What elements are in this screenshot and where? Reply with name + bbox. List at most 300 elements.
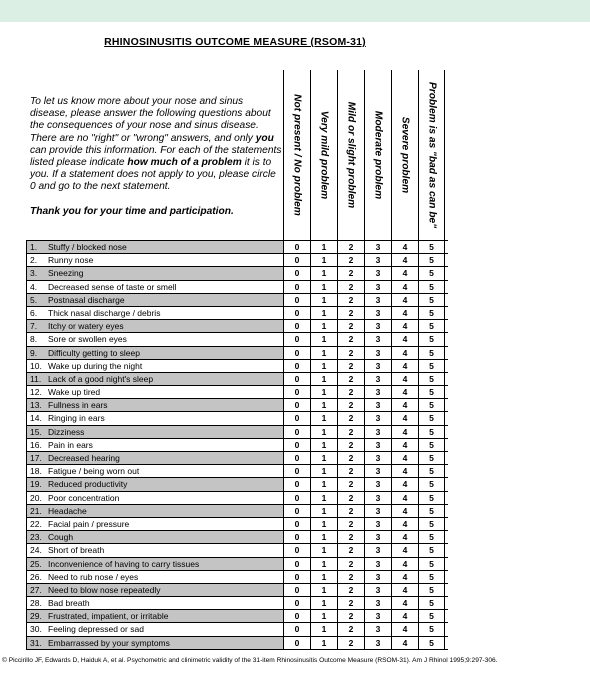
item-number: 1. [30,242,38,252]
score-option[interactable]: 3 [364,623,391,635]
score-option[interactable]: 0 [283,558,310,570]
score-option[interactable]: 1 [310,439,337,451]
symptom-cell [26,333,283,345]
score-option[interactable]: 5 [418,558,445,570]
symptom-cell [26,439,283,451]
score-option[interactable]: 1 [310,347,337,359]
score-option[interactable]: 4 [391,439,418,451]
item-label: Sore or swollen eyes [48,334,127,345]
column-header-label: Not present / No problem [291,94,303,216]
score-option[interactable]: 3 [364,373,391,385]
score-option[interactable]: 4 [391,505,418,517]
score-option[interactable]: 0 [283,360,310,372]
symptom-cell [26,254,283,266]
score-option[interactable]: 2 [337,294,364,306]
item-label: Frustrated, impatient, or irritable [48,611,169,622]
score-option[interactable]: 0 [283,584,310,596]
score-option[interactable]: 5 [418,347,445,359]
score-option[interactable]: 4 [391,544,418,556]
score-option[interactable]: 2 [337,492,364,504]
score-option[interactable]: 4 [391,412,418,424]
score-option[interactable]: 5 [418,281,445,293]
score-option[interactable]: 1 [310,241,337,253]
score-option[interactable]: 2 [337,333,364,345]
table-row [26,622,448,635]
score-option[interactable]: 2 [337,465,364,477]
score-option[interactable]: 2 [337,610,364,622]
item-number: 2. [30,255,38,266]
score-option[interactable]: 4 [391,294,418,306]
item-number: 7. [30,321,38,332]
citation: © Piccirillo JF, Edwards D, Haiduk A, et al. Psychometric and clinimetric validity of the 31-item Rhinosinusitis Outcome Measure (RSOM-31). Am J Rhinol 1995;9:297-306. [2,657,498,664]
score-option[interactable]: 3 [364,426,391,438]
symptom-cell [26,267,283,279]
score-option[interactable]: 0 [283,399,310,411]
score-option[interactable]: 2 [337,399,364,411]
table-row [26,570,448,583]
table-row [26,240,448,253]
score-option[interactable]: 3 [364,412,391,424]
score-option[interactable]: 1 [310,623,337,635]
symptom-cell [26,399,283,411]
score-option[interactable]: 0 [283,412,310,424]
score-option[interactable]: 0 [283,610,310,622]
score-option[interactable]: 0 [283,518,310,530]
score-option[interactable]: 0 [283,623,310,635]
item-label: Postnasal discharge [48,294,125,305]
table-row [26,477,448,490]
score-option[interactable]: 1 [310,544,337,556]
score-option[interactable]: 0 [283,307,310,319]
score-option[interactable]: 5 [418,254,445,266]
score-option[interactable]: 1 [310,399,337,411]
symptom-cell [26,637,283,649]
item-number: 12. [30,387,42,398]
item-label: Need to blow nose repeatedly [48,584,161,595]
item-label: Difficulty getting to sleep [48,347,140,358]
score-option[interactable]: 3 [364,452,391,464]
instructions-emphasis-you: you [255,132,274,144]
item-label: Decreased hearing [48,453,120,463]
item-number: 27. [30,584,42,595]
item-label: Bad breath [48,598,90,609]
score-option[interactable]: 1 [310,610,337,622]
score-option[interactable]: 0 [283,452,310,464]
score-option[interactable]: 4 [391,452,418,464]
item-number: 17. [30,453,42,463]
score-option[interactable]: 4 [391,531,418,543]
score-option[interactable]: 0 [283,544,310,556]
thanks-note: Thank you for your time and participation. [30,205,234,217]
score-option[interactable]: 1 [310,412,337,424]
table-row [26,530,448,543]
score-option[interactable]: 0 [283,597,310,609]
score-option[interactable]: 2 [337,518,364,530]
table-row [26,636,448,650]
score-option[interactable]: 4 [391,465,418,477]
score-option[interactable]: 0 [283,320,310,332]
score-option[interactable]: 3 [364,597,391,609]
table-row [26,517,448,530]
score-option[interactable]: 1 [310,373,337,385]
score-option[interactable]: 1 [310,531,337,543]
score-option[interactable]: 3 [364,386,391,398]
symptom-cell [26,478,283,490]
score-option[interactable]: 0 [283,333,310,345]
table-row [26,266,448,279]
score-option[interactable]: 5 [418,571,445,583]
symptom-cell [26,320,283,332]
score-option[interactable]: 1 [310,426,337,438]
symptom-cell [26,531,283,543]
score-option[interactable]: 1 [310,505,337,517]
score-option[interactable]: 0 [283,373,310,385]
item-number: 20. [30,492,42,503]
score-option[interactable]: 4 [391,558,418,570]
score-option[interactable]: 2 [337,373,364,385]
score-option[interactable]: 2 [337,584,364,596]
score-option[interactable]: 1 [310,294,337,306]
item-number: 30. [30,624,42,635]
score-option[interactable]: 4 [391,360,418,372]
table-row [26,359,448,372]
item-label: Fatigue / being worn out [48,466,140,477]
score-option[interactable]: 5 [418,478,445,490]
score-option[interactable]: 2 [337,241,364,253]
score-option[interactable]: 1 [310,571,337,583]
score-option[interactable]: 5 [418,584,445,596]
score-option[interactable]: 1 [310,386,337,398]
table-row [26,398,448,411]
score-option[interactable]: 0 [283,492,310,504]
table-row [26,583,448,596]
score-option[interactable]: 1 [310,452,337,464]
item-label: Facial pain / pressure [48,518,130,529]
table-row [26,543,448,556]
score-option[interactable]: 5 [418,373,445,385]
item-label: Inconvenience of having to carry tissues [48,558,200,569]
item-number: 8. [30,334,38,345]
table-row [26,280,448,293]
table-row [26,504,448,517]
score-option[interactable]: 1 [310,478,337,490]
column-header [391,70,418,240]
score-option[interactable]: 2 [337,426,364,438]
item-number: 4. [30,281,38,292]
score-option[interactable]: 1 [310,320,337,332]
item-label: Fullness in ears [48,400,108,411]
score-option[interactable]: 0 [283,386,310,398]
score-option[interactable]: 1 [310,333,337,345]
score-option[interactable]: 2 [337,452,364,464]
score-option[interactable]: 3 [364,637,391,649]
item-label: Wake up during the night [48,360,143,371]
table-row [26,253,448,266]
score-option[interactable]: 1 [310,465,337,477]
item-label: Need to rub nose / eyes [48,571,139,582]
score-option[interactable]: 5 [418,399,445,411]
symptom-cell [26,571,283,583]
score-option[interactable]: 3 [364,518,391,530]
score-option[interactable]: 3 [364,544,391,556]
symptom-cell [26,281,283,293]
score-option[interactable]: 0 [283,637,310,649]
score-option[interactable]: 2 [337,637,364,649]
score-option[interactable]: 3 [364,439,391,451]
score-option[interactable]: 1 [310,281,337,293]
score-option[interactable]: 4 [391,347,418,359]
score-option[interactable]: 1 [310,637,337,649]
symptom-cell [26,623,283,635]
item-number: 5. [30,294,38,305]
score-option[interactable]: 3 [364,267,391,279]
score-option[interactable]: 5 [418,426,445,438]
symptom-cell [26,452,283,464]
score-option[interactable]: 5 [418,505,445,517]
score-option[interactable]: 2 [337,254,364,266]
score-option[interactable]: 0 [283,294,310,306]
score-option[interactable]: 4 [391,426,418,438]
score-option[interactable]: 5 [418,439,445,451]
item-number: 25. [30,558,42,569]
score-option[interactable]: 5 [418,320,445,332]
score-option[interactable]: 3 [364,294,391,306]
score-option[interactable]: 4 [391,307,418,319]
score-option[interactable]: 4 [391,623,418,635]
item-label: Sneezing [48,268,84,279]
item-number: 11. [30,373,42,384]
score-option[interactable]: 4 [391,333,418,345]
score-option[interactable]: 5 [418,360,445,372]
score-option[interactable]: 2 [337,439,364,451]
score-option[interactable]: 2 [337,307,364,319]
score-option[interactable]: 5 [418,333,445,345]
score-option[interactable]: 5 [418,597,445,609]
score-option[interactable]: 0 [283,531,310,543]
score-option[interactable]: 1 [310,492,337,504]
score-option[interactable]: 2 [337,544,364,556]
item-number: 13. [30,400,42,411]
column-header-label: Problem is as "bad as can be" [426,81,437,229]
score-option[interactable]: 4 [391,281,418,293]
score-option[interactable]: 0 [283,281,310,293]
table-row [26,425,448,438]
score-option[interactable]: 3 [364,571,391,583]
column-header-label: Moderate problem [372,110,384,200]
score-option[interactable]: 0 [283,439,310,451]
score-option[interactable]: 4 [391,597,418,609]
score-option[interactable]: 3 [364,399,391,411]
score-option[interactable]: 0 [283,241,310,253]
score-option[interactable]: 1 [310,307,337,319]
score-option[interactable]: 4 [391,241,418,253]
symptom-cell [26,412,283,424]
score-option[interactable]: 3 [364,254,391,266]
score-option[interactable]: 4 [391,492,418,504]
score-option[interactable]: 3 [364,465,391,477]
score-option[interactable]: 5 [418,544,445,556]
item-number: 15. [30,426,42,437]
score-option[interactable]: 3 [364,347,391,359]
score-option[interactable]: 2 [337,267,364,279]
score-option[interactable]: 3 [364,558,391,570]
score-option[interactable]: 4 [391,478,418,490]
score-option[interactable]: 2 [337,478,364,490]
symptom-cell [26,373,283,385]
table-row [26,293,448,306]
score-option[interactable]: 4 [391,571,418,583]
score-option[interactable]: 1 [310,558,337,570]
item-number: 19. [30,479,42,490]
score-option[interactable]: 3 [364,505,391,517]
column-header [283,70,310,240]
score-option[interactable]: 5 [418,637,445,649]
score-option[interactable]: 5 [418,518,445,530]
score-option[interactable]: 5 [418,412,445,424]
item-label: Feeling depressed or sad [48,624,144,635]
score-option[interactable]: 0 [283,505,310,517]
score-option[interactable]: 1 [310,360,337,372]
item-label: Thick nasal discharge / debris [48,307,161,318]
item-number: 28. [30,598,42,609]
table-row [26,464,448,477]
item-label: Ringing in ears [48,413,105,424]
score-option[interactable]: 2 [337,571,364,583]
score-option[interactable]: 4 [391,518,418,530]
score-option[interactable]: 3 [364,307,391,319]
score-option[interactable]: 3 [364,610,391,622]
score-option[interactable]: 0 [283,571,310,583]
score-option[interactable]: 4 [391,267,418,279]
score-option[interactable]: 5 [418,610,445,622]
score-option[interactable]: 1 [310,254,337,266]
score-option[interactable]: 2 [337,623,364,635]
score-option[interactable]: 2 [337,558,364,570]
score-option[interactable]: 1 [310,584,337,596]
table-row [26,385,448,398]
symptom-cell [26,610,283,622]
table-row [26,332,448,345]
symptom-cell [26,492,283,504]
column-header [418,70,445,240]
column-header [310,70,337,240]
score-option[interactable]: 4 [391,254,418,266]
score-option[interactable]: 4 [391,373,418,385]
score-option[interactable]: 5 [418,492,445,504]
score-option[interactable]: 0 [283,478,310,490]
score-option[interactable]: 4 [391,584,418,596]
symptom-cell [26,360,283,372]
symptom-cell [26,294,283,306]
score-option[interactable]: 1 [310,267,337,279]
instructions-paragraph [30,96,282,194]
instructions-text-b: can provide this information. For each of the statements listed please indicate [30,144,282,169]
score-option[interactable]: 0 [283,347,310,359]
item-number: 3. [30,268,38,279]
score-option[interactable]: 2 [337,360,364,372]
score-option[interactable]: 5 [418,307,445,319]
item-label: Pain in ears [48,439,93,450]
symptom-cell [26,386,283,398]
table-row [26,319,448,332]
symptom-cell [26,465,283,477]
score-option[interactable]: 5 [418,623,445,635]
score-option[interactable]: 5 [418,465,445,477]
item-number: 16. [30,439,42,450]
score-option[interactable]: 3 [364,478,391,490]
score-option[interactable]: 4 [391,610,418,622]
score-option[interactable]: 2 [337,505,364,517]
score-option[interactable]: 2 [337,281,364,293]
score-option[interactable]: 2 [337,412,364,424]
score-option[interactable]: 0 [283,426,310,438]
item-number: 18. [30,466,42,477]
symptom-cell [26,426,283,438]
score-option[interactable]: 0 [283,465,310,477]
item-number: 22. [30,518,42,529]
score-option[interactable]: 3 [364,333,391,345]
score-option[interactable]: 3 [364,492,391,504]
score-option[interactable]: 2 [337,386,364,398]
table-row [26,609,448,622]
column-header-label: Very mild problem [318,110,330,200]
page-title: RHINOSINUSITIS OUTCOME MEASURE (RSOM-31) [104,36,366,48]
score-option[interactable]: 2 [337,597,364,609]
score-option[interactable]: 4 [391,320,418,332]
score-option[interactable]: 2 [337,320,364,332]
item-number: 23. [30,532,42,543]
item-label: Decreased sense of taste or smell [48,281,177,292]
score-option[interactable]: 3 [364,281,391,293]
score-option[interactable]: 1 [310,518,337,530]
score-option[interactable]: 5 [418,531,445,543]
item-number: 10. [30,360,42,371]
score-option[interactable]: 5 [418,241,445,253]
score-option[interactable]: 1 [310,597,337,609]
symptom-cell [26,597,283,609]
table-row [26,596,448,609]
score-option[interactable]: 2 [337,531,364,543]
score-option[interactable]: 0 [283,254,310,266]
instructions [30,96,282,218]
score-option[interactable]: 0 [283,267,310,279]
score-option[interactable]: 3 [364,531,391,543]
column-header [337,70,364,240]
item-number: 31. [30,637,42,648]
item-number: 21. [30,505,42,516]
score-option[interactable]: 4 [391,399,418,411]
score-option[interactable]: 5 [418,267,445,279]
column-header-label: Severe problem [399,116,411,194]
score-option[interactable]: 3 [364,320,391,332]
item-label: Wake up tired [48,387,101,398]
item-number: 14. [30,413,42,424]
score-option[interactable]: 4 [391,386,418,398]
score-option[interactable]: 5 [418,452,445,464]
score-option[interactable]: 4 [391,637,418,649]
score-option[interactable]: 3 [364,584,391,596]
table-row [26,372,448,385]
column-header-label: Mild or slight problem [345,101,357,209]
symptom-cell [26,241,283,253]
score-option[interactable]: 5 [418,294,445,306]
score-option[interactable]: 5 [418,386,445,398]
score-option[interactable]: 3 [364,241,391,253]
table-row [26,438,448,451]
score-option[interactable]: 3 [364,360,391,372]
table-row [26,451,448,464]
score-option[interactable]: 2 [337,347,364,359]
